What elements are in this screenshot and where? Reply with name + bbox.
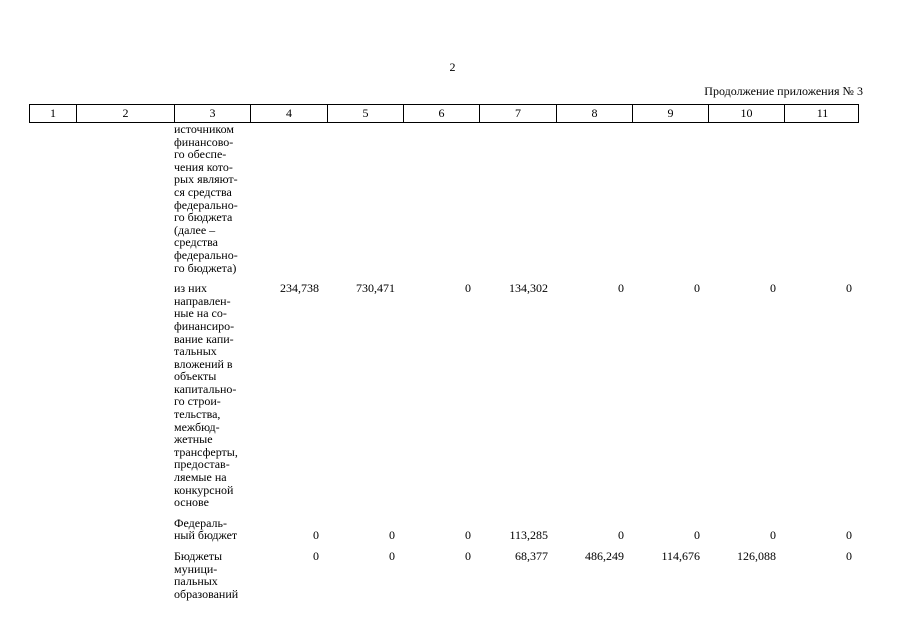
cell-col-4 — [249, 123, 326, 274]
cell-col-5 — [326, 123, 402, 274]
cell-col-6: 0 — [465, 528, 471, 543]
cell-col-10 — [707, 123, 783, 274]
continuation-label: Продолжение приложения № 3 — [704, 84, 863, 98]
table-row — [29, 517, 859, 542]
column-header-9: 9 — [632, 105, 708, 122]
row-label: источником финансово- го обеспе- чения кото- рых являют- ся средства федерально- го бюджета (далее – средства федерально- го бюджета) — [174, 122, 238, 275]
cell-col-7: 113,285 — [509, 528, 548, 543]
cell-col-1 — [29, 282, 75, 509]
cell-col-2 — [75, 123, 173, 274]
cell-col-11: 0 — [846, 549, 852, 563]
cell-col-1 — [29, 517, 75, 542]
table-row — [29, 123, 859, 274]
table-row — [29, 282, 859, 509]
row-label: из них направлен- ные на со- финансиро- вание капи- тальных вложений в объекты капитально- го строи- тельства, межбюд- жетные трансферты, предостав- ляемые на конкурсной основе — [174, 281, 238, 510]
table-body — [29, 123, 859, 600]
column-header-11: 11 — [784, 105, 860, 122]
row-gap — [29, 274, 859, 282]
row-gap — [29, 542, 859, 550]
cell-col-7 — [478, 123, 555, 274]
cell-col-9: 114,676 — [661, 549, 700, 563]
cell-col-5: 0 — [389, 528, 395, 543]
cell-col-9 — [631, 123, 707, 274]
cell-col-11: 0 — [846, 528, 852, 543]
cell-col-8 — [555, 123, 631, 274]
cell-col-11 — [783, 123, 859, 274]
cell-col-7: 134,302 — [509, 281, 548, 296]
cell-col-4: 0 — [313, 549, 319, 563]
cell-col-5: 0 — [389, 549, 395, 563]
column-header-2: 2 — [76, 105, 174, 122]
cell-col-10: 0 — [770, 528, 776, 543]
table-header-row — [29, 104, 859, 123]
cell-col-8: 0 — [618, 281, 624, 296]
cell-col-7: 68,377 — [515, 549, 548, 563]
cell-col-9: 0 — [694, 281, 700, 296]
row-gap — [29, 509, 859, 517]
cell-col-1 — [29, 550, 75, 600]
cell-col-6: 0 — [465, 281, 471, 296]
cell-col-2 — [75, 282, 173, 509]
cell-col-8: 0 — [618, 528, 624, 543]
row-label: Бюджеты муници- пальных образований — [174, 549, 239, 601]
cell-col-1 — [29, 123, 75, 274]
cell-col-2 — [75, 517, 173, 542]
row-label: Федераль- ный бюджет — [174, 515, 238, 543]
cell-col-4: 234,738 — [280, 281, 319, 296]
table-row — [29, 550, 859, 600]
column-header-3: 3 — [174, 105, 250, 122]
cell-col-10: 0 — [770, 281, 776, 296]
column-header-4: 4 — [250, 105, 327, 122]
column-header-1: 1 — [50, 106, 56, 120]
column-header-5: 5 — [327, 105, 403, 122]
column-header-6: 6 — [403, 105, 479, 122]
cell-col-4: 0 — [313, 528, 319, 543]
column-header-8: 8 — [556, 105, 632, 122]
cell-col-2 — [75, 550, 173, 600]
column-header-7: 7 — [479, 105, 556, 122]
cell-col-6 — [402, 123, 478, 274]
cell-col-6: 0 — [465, 549, 471, 563]
cell-col-9: 0 — [694, 528, 700, 543]
cell-col-8: 486,249 — [585, 549, 624, 563]
page-number: 2 — [449, 60, 456, 74]
column-header-10: 10 — [708, 105, 784, 122]
cell-col-10: 126,088 — [737, 549, 776, 563]
cell-col-5: 730,471 — [356, 281, 395, 296]
cell-col-11: 0 — [846, 281, 852, 296]
